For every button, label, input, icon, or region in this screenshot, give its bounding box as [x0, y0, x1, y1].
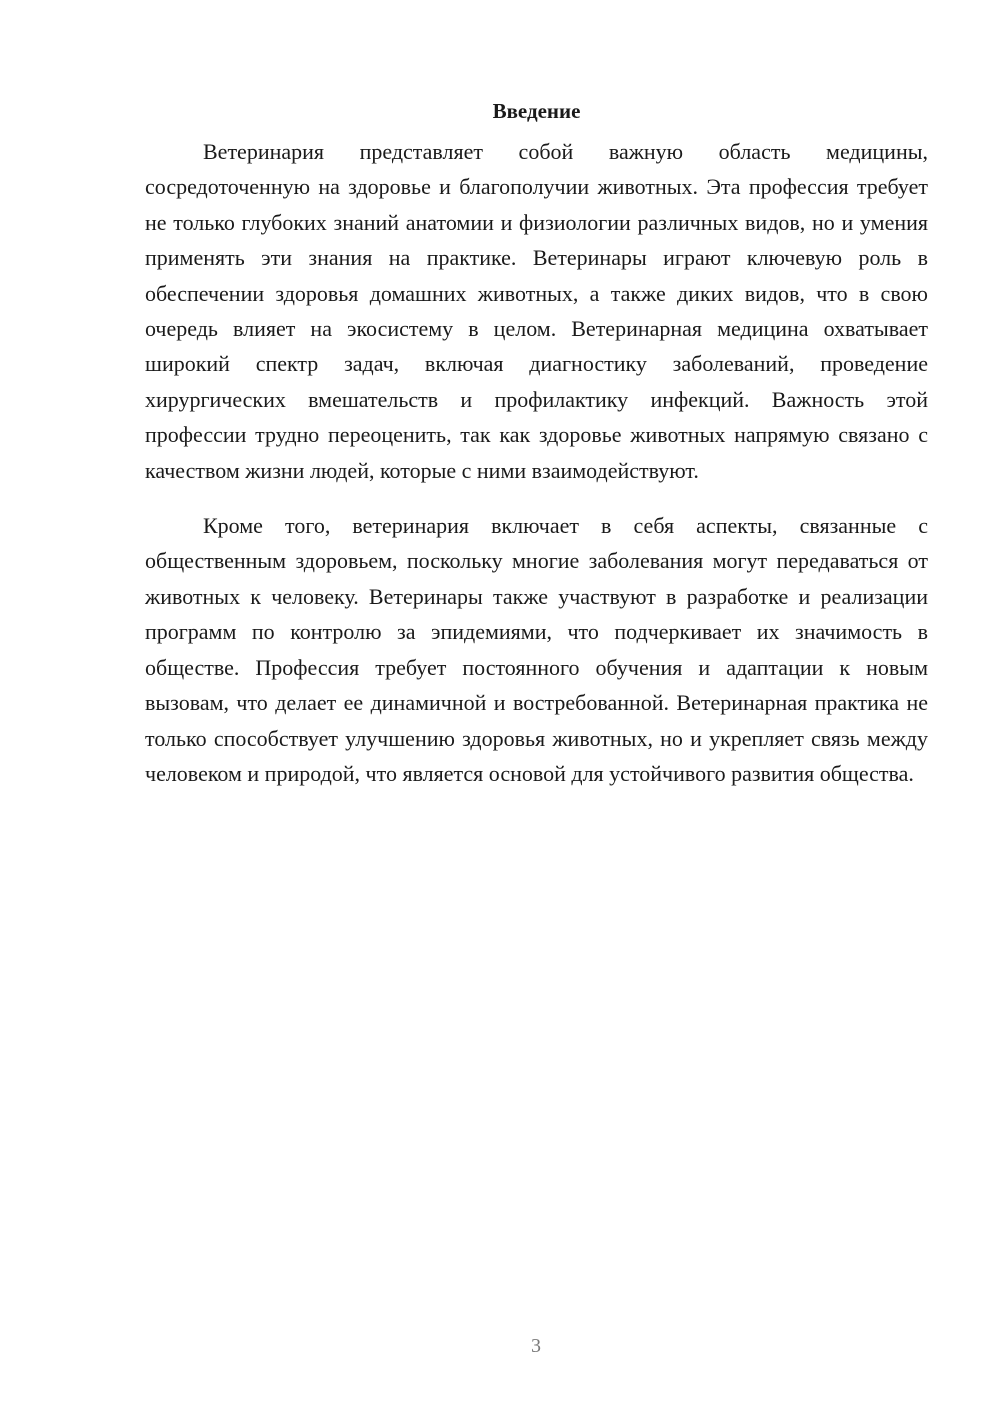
section-heading: Введение — [492, 99, 581, 123]
page-number: 3 — [531, 1335, 541, 1357]
paragraph-intro: Ветеринария представляет собой важную область медицины, сосредоточенную на здоровье и благополучии животных. Эта профессия требует не только глубоких знаний анатомии и физиологии различных видов, но и умения применять эти знания на практике. Ветеринары играют ключевую роль в обеспечении здоровья домашних животных, а также диких видов, что в свою очередь влияет на экосистему в целом. Ветеринарная медицина охватывает широкий спектр задач, включая диагностику заболеваний, проведение хирургических вмешательств и профилактику инфекций. Важность этой профессии трудно переоценить, так как здоровье животных напрямую связано с качеством жизни людей, которые с ними взаимодействуют. — [145, 139, 928, 483]
page-content — [145, 96, 928, 791]
paragraph-public-health: Кроме того, ветеринария включает в себя аспекты, связанные с общественным здоровьем, поскольку многие заболевания могут передаваться от животных к человеку. Ветеринары также участвуют в разработке и реализации программ по контролю за эпидемиями, что подчеркивает их значимость в обществе. Профессия требует постоянного обучения и адаптации к новым вызовам, что делает ее динамичной и востребованной. Ветеринарная практика не только способствует улучшению здоровья животных, но и укрепляет связь между человеком и природой, что является основой для устойчивого развития общества. — [145, 513, 928, 786]
